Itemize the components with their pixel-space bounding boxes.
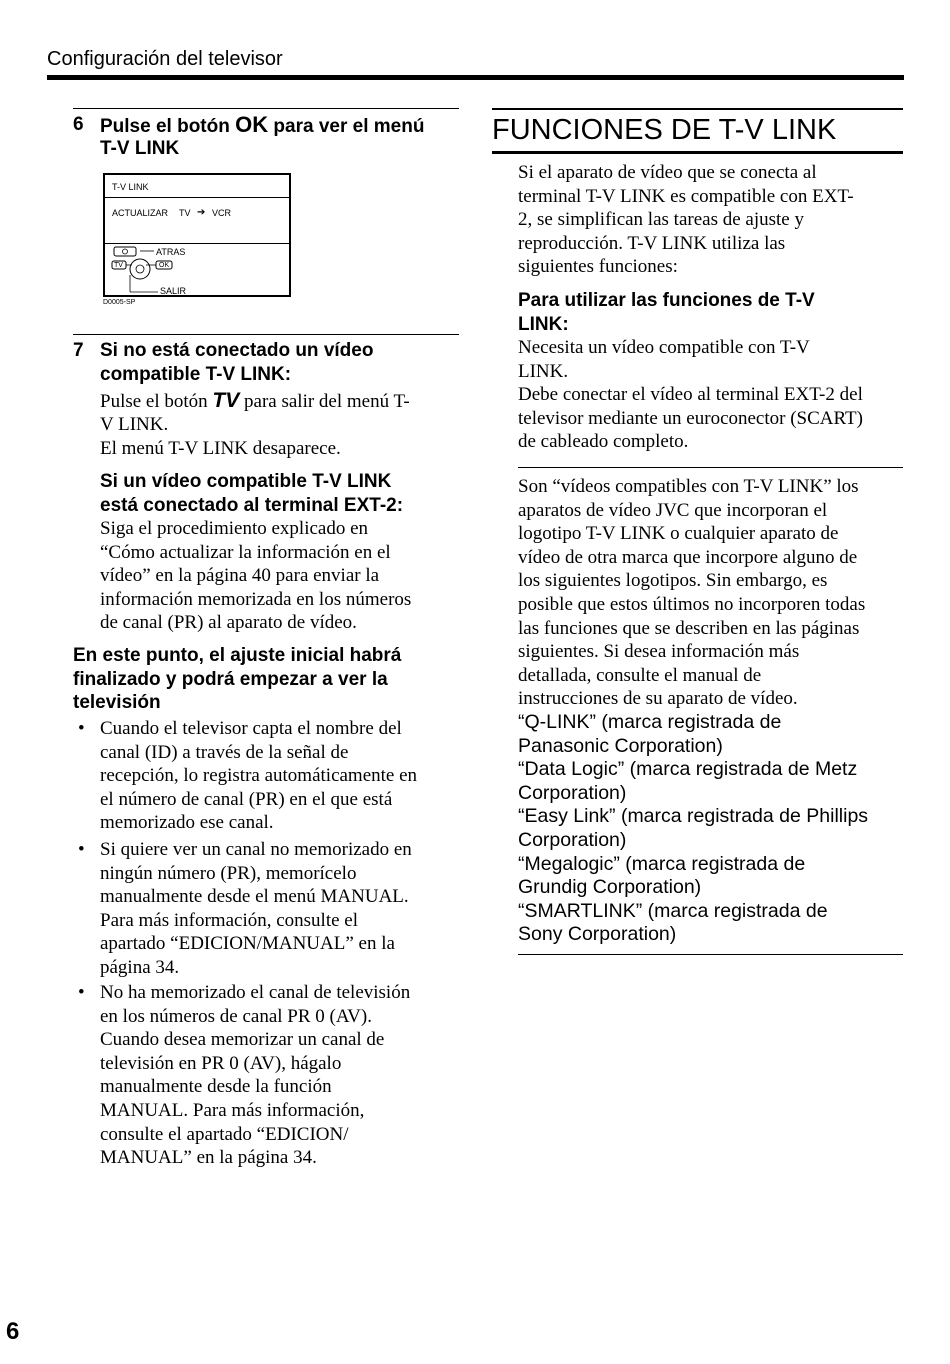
bullet-icon: • [78,718,85,739]
menu-back-label: ATRAS [156,247,186,257]
final-heading-line: finalizado y podrá empezar a ver la [73,668,388,690]
step6-rule [73,108,459,109]
final-heading-line: televisión [73,692,161,714]
requirements-line: Necesita un vídeo compatible con T-V [518,337,810,358]
note-line: las funciones que se describen en las páginas [518,617,860,639]
note-rule-top [518,467,903,468]
bullet-line: Para más información, consulte el [100,909,359,931]
logo-list-line: Grundig Corporation) [518,876,702,899]
bullet-line: MANUAL. Para más información, [100,1099,365,1121]
step7-body2-line: información memorizada en los números [100,588,412,610]
requirements-line: de cableado completo. [518,431,689,453]
menu-title: T-V LINK [112,182,149,192]
bullet-line: página 34. [100,956,180,978]
note-line: vídeo de otra marca que incorpore alguno de [518,546,858,568]
bullet-line: recepción, lo registra automáticamente en [100,765,418,787]
logo-list-line: “Megalogic” (marca registrada de [518,852,806,875]
intro-paragraph [518,161,854,279]
section-rule-bottom [492,151,903,154]
step7-body1-text: Pulse el botón [100,391,213,412]
step7-subhead-line1: Si un vídeo compatible T-V LINK [100,471,392,492]
note-line: logotipo T-V LINK o cualquier aparato de [518,523,839,545]
step7-body2-line: Siga el procedimiento explicado en [100,518,369,539]
note-line: instrucciones de su aparato de vídeo. [518,688,798,710]
bullet-line: Cuando el televisor capta el nombre del [100,718,402,739]
step7-body1-text-end: para salir del menú T- [239,391,410,412]
tvlink-menu-diagram [103,173,291,297]
bullet-line: televisión en PR 0 (AV), hágalo [100,1052,342,1074]
step7-title-line2: compatible T-V LINK: [100,364,292,385]
bullet-line: Cuando desea memorizar un canal de [100,1029,385,1051]
tv-button-glyph: TV [212,389,240,412]
note-line: aparatos de vídeo JVC que incorporan el [518,499,828,521]
logo-list-line: Corporation) [518,828,627,851]
note-line: detallada, consulte el manual de [518,664,762,686]
note-line: posible que estos últimos no incorporen todas [518,593,866,615]
bullet-line: apartado “EDICION/MANUAL” en la [100,933,395,955]
bullet-line: ningún número (PR), memorícelo [100,862,357,884]
requirements-paragraph [518,336,863,454]
step7-body1-line3: El menú T-V LINK desaparece. [100,438,341,459]
step7-body1-line1 [100,389,410,414]
requirements-heading-line: Para utilizar las funciones de T-V [518,290,815,311]
bullet-line: manualmente desde la función [100,1076,332,1098]
logo-list-line: “Easy Link” (marca registrada de Phillips [518,805,869,828]
step7-body2-line: “Cómo actualizar la información en el [100,541,391,563]
logo-list-line: Panasonic Corporation) [518,734,723,757]
bullet-line: MANUAL” en la página 34. [100,1147,317,1169]
menu-row-from: TV [179,208,191,218]
requirements-line: televisor mediante un euroconector (SCART) [518,407,863,429]
step6-title-line2: T-V LINK [100,138,180,159]
note-line: Son “vídeos compatibles con T-V LINK” los [518,476,859,497]
note-paragraph [518,475,865,711]
arrow-right-icon: ➔ [197,207,206,218]
bullet-line: Si quiere ver un canal no memorizado en [100,839,412,860]
bullet-line: consulte el apartado “EDICION/ [100,1123,349,1145]
diagram-code: D0005-SP [103,299,136,306]
step6-title [100,113,424,139]
step6-title-text-end: para ver el menú [268,116,425,137]
bullet-line: memorizado ese canal. [100,812,274,834]
header-rule [47,75,904,80]
bullet-item-1 [100,717,417,835]
intro-line: reproducción. T-V LINK utiliza las [518,232,786,254]
step6-title-text: Pulse el botón [100,116,236,137]
intro-line: Si el aparato de vídeo que se conecta al [518,162,817,183]
step7-body1-line2: V LINK. [100,414,169,435]
requirements-heading-line: LINK: [518,313,569,335]
bullet-icon: • [78,982,85,1003]
requirements-line: LINK. [518,360,569,382]
bullet-line: el número de canal (PR) en el que está [100,788,393,810]
step7-body2-line: de canal (PR) al aparato de vídeo. [100,612,357,634]
step7-body2-line: vídeo” en la página 40 para enviar la [100,565,380,587]
bullet-line: en los números de canal PR 0 (AV). [100,1005,372,1027]
logo-list-line: “Q-LINK” (marca registrada de [518,711,782,733]
ok-button-glyph: OK [235,112,269,137]
step7-title-line1: Si no está conectado un vídeo [100,340,374,361]
logo-list-line: “SMARTLINK” (marca registrada de [518,899,828,922]
bullet-item-3 [100,981,410,1170]
note-line: los siguientes logotipos. Sin embargo, es [518,570,828,592]
bullet-line: No ha memorizado el canal de televisión [100,982,411,1003]
note-line: siguientes. Si desea información más [518,641,800,663]
bullet-line: canal (ID) a través de la señal de [100,741,349,763]
final-heading-line: En este punto, el ajuste inicial habrá [73,645,402,666]
intro-line: terminal T-V LINK es compatible con EXT- [518,185,854,207]
bullet-item-2 [100,838,412,980]
final-heading [73,644,401,715]
section-title: FUNCIONES DE T-V LINK [492,114,837,146]
requirements-line: Debe conectar el vídeo al terminal EXT-2 del [518,384,863,406]
logo-list-line: Sony Corporation) [518,923,677,946]
menu-row-label: ACTUALIZAR [112,208,169,218]
step7-number: 7 [73,340,84,361]
bullet-icon: • [78,839,85,860]
logo-list-line: “Data Logic” (marca registrada de Metz [518,758,858,781]
menu-ok-key: OK [159,262,170,269]
page-header-title: Configuración del televisor [47,48,283,70]
intro-line: siguientes funciones: [518,256,678,278]
bullet-line: manualmente desde el menú MANUAL. [100,886,409,908]
note-rule-bottom [518,954,903,955]
step7-subhead-line2: está conectado al terminal EXT-2: [100,495,404,516]
page-number: 6 [6,1318,20,1345]
section-rule-top [492,108,903,110]
menu-tv-key: TV [114,262,123,269]
requirements-heading [518,289,815,336]
step6-number: 6 [73,114,84,135]
menu-exit-label: SALIR [160,286,187,296]
step7-body2 [100,517,411,635]
logo-list-line: Corporation) [518,781,627,804]
logo-list [518,711,868,947]
menu-row-to: VCR [212,208,232,218]
step7-rule [73,334,459,335]
intro-line: 2, se simplifican las tareas de ajuste y [518,209,804,231]
